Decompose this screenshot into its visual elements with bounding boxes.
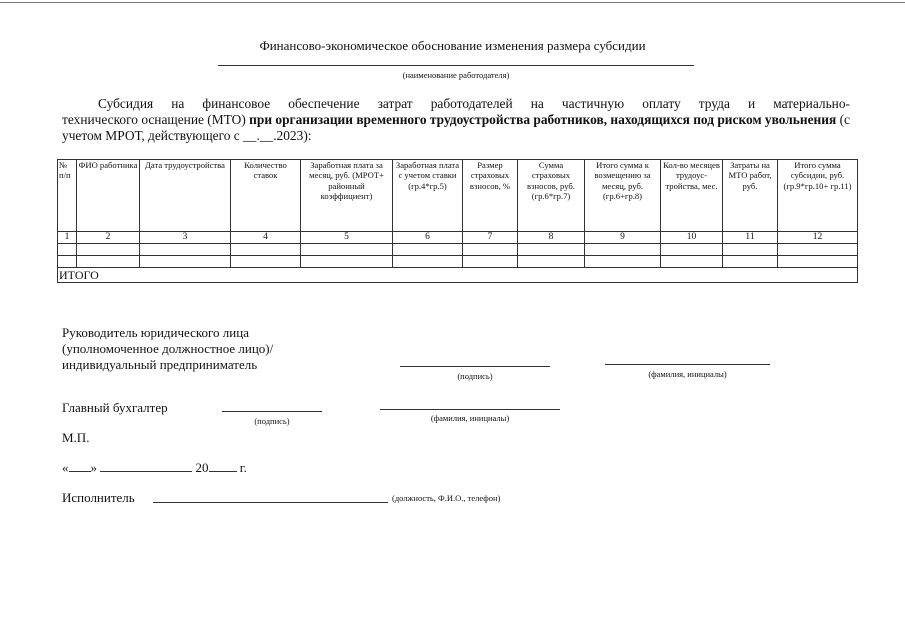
table-cell[interactable] [723, 244, 778, 256]
column-number: 10 [661, 232, 723, 244]
table-cell[interactable] [778, 256, 858, 268]
table-cell[interactable] [518, 256, 585, 268]
table-cell[interactable] [231, 256, 301, 268]
head-title-line-1: Руководитель юридического лица [62, 325, 249, 340]
table-cell[interactable] [585, 256, 661, 268]
table-cell[interactable] [723, 256, 778, 268]
accountant-label: Главный бухгалтер [62, 400, 168, 415]
accountant-name-caption: (фамилия, инициалы) [430, 413, 510, 423]
column-number: 8 [518, 232, 585, 244]
table-cell[interactable] [77, 256, 140, 268]
stamp-place-label: М.П. [62, 430, 90, 445]
column-number: 4 [231, 232, 301, 244]
table-row [58, 256, 858, 268]
subsidy-table [57, 159, 858, 283]
column-number: 3 [140, 232, 231, 244]
table-cell[interactable] [140, 244, 231, 256]
accountant-name-line[interactable] [380, 409, 560, 410]
table-cell[interactable] [393, 256, 463, 268]
scan-top-edge [0, 2, 905, 3]
column-number: 12 [778, 232, 858, 244]
employer-name-line [218, 65, 694, 66]
col-header: Сумма страховых взносов, руб. (гр.6*гр.7) [518, 160, 585, 232]
table-cell[interactable] [518, 244, 585, 256]
column-number-row [58, 232, 858, 244]
table-cell[interactable] [661, 256, 723, 268]
head-name-line[interactable] [605, 364, 770, 365]
table-row [58, 244, 858, 256]
col-header: Итого сумма субсидии, руб. (гр.9*гр.10+ гр.11) [778, 160, 858, 232]
table-cell[interactable] [393, 244, 463, 256]
executor-label: Исполнитель [62, 490, 135, 505]
column-number: 7 [463, 232, 518, 244]
total-label: ИТОГО [58, 268, 858, 283]
column-number: 9 [585, 232, 661, 244]
date-year-blank[interactable] [209, 459, 237, 472]
table-header-row [58, 160, 858, 232]
date-suffix: г. [239, 460, 247, 475]
head-signature-line[interactable] [400, 366, 550, 367]
table-cell[interactable] [463, 244, 518, 256]
col-header: Размер страховых взносов, % [463, 160, 518, 232]
col-header: Затраты на МТО работ, руб. [723, 160, 778, 232]
date-open-quote: « [62, 460, 69, 475]
paragraph-line-1: Субсидия на финансовое обеспечение затрат работодателей на частичную оплату труда и материально- [98, 96, 850, 111]
paragraph-line-2: технического оснащение (МТО) [62, 112, 250, 127]
table-cell[interactable] [77, 244, 140, 256]
col-header: № п/п [58, 160, 77, 232]
table-cell[interactable] [140, 256, 231, 268]
executor-caption: (должность, Ф.И.О., телефон) [392, 493, 501, 503]
table-cell[interactable] [301, 256, 393, 268]
column-number: 5 [301, 232, 393, 244]
accountant-signature-caption: (подпись) [254, 416, 290, 426]
executor-line[interactable] [153, 502, 388, 503]
table-cell[interactable] [463, 256, 518, 268]
date-month-blank[interactable] [100, 459, 192, 472]
head-title-line-2: (уполномоченное должностное лицо)/ [62, 341, 274, 356]
head-name-caption: (фамилия, инициалы) [648, 369, 727, 379]
document-title: Финансово-экономическое обоснование изменения размера субсидии [259, 38, 646, 53]
col-header: Итого сумма к возмещению за месяц, руб. (гр.6+гр.8) [585, 160, 661, 232]
table-cell[interactable] [58, 244, 77, 256]
column-number: 6 [393, 232, 463, 244]
table-cell[interactable] [301, 244, 393, 256]
head-signature-caption: (подпись) [457, 371, 493, 381]
table-cell[interactable] [661, 244, 723, 256]
col-header: Заработная плата за месяц, руб. (МРОТ+ районный коэффициент) [301, 160, 393, 232]
head-title-line-3: индивидуальный предприниматель [62, 357, 258, 372]
paragraph-end: (с учетом МРОТ, действующего с __.__.2023): [62, 112, 850, 143]
subsidy-paragraph [62, 96, 850, 144]
col-header: Заработная плата с учетом ставки (гр.4*гр.5) [393, 160, 463, 232]
table-cell[interactable] [58, 256, 77, 268]
col-header: ФИО работника [77, 160, 140, 232]
table-cell[interactable] [585, 244, 661, 256]
accountant-signature-line[interactable] [222, 411, 322, 412]
paragraph-bold: при организации временного трудоустройства работников, находящихся под риском увольнения [249, 112, 837, 127]
date-close-quote: » [90, 460, 97, 475]
date-year-prefix: 20 [195, 460, 209, 475]
date-day-blank[interactable] [69, 459, 91, 472]
table-cell[interactable] [778, 244, 858, 256]
total-row [58, 268, 858, 283]
table-cell[interactable] [231, 244, 301, 256]
column-number: 1 [58, 232, 77, 244]
employer-caption: (наименование работодателя) [402, 70, 510, 80]
column-number: 11 [723, 232, 778, 244]
col-header: Дата трудоустройства [140, 160, 231, 232]
column-number: 2 [77, 232, 140, 244]
col-header: Количество ставок [231, 160, 301, 232]
col-header: Кол-во месяцев трудоус-тройства, мес. [661, 160, 723, 232]
date-field [62, 459, 247, 476]
